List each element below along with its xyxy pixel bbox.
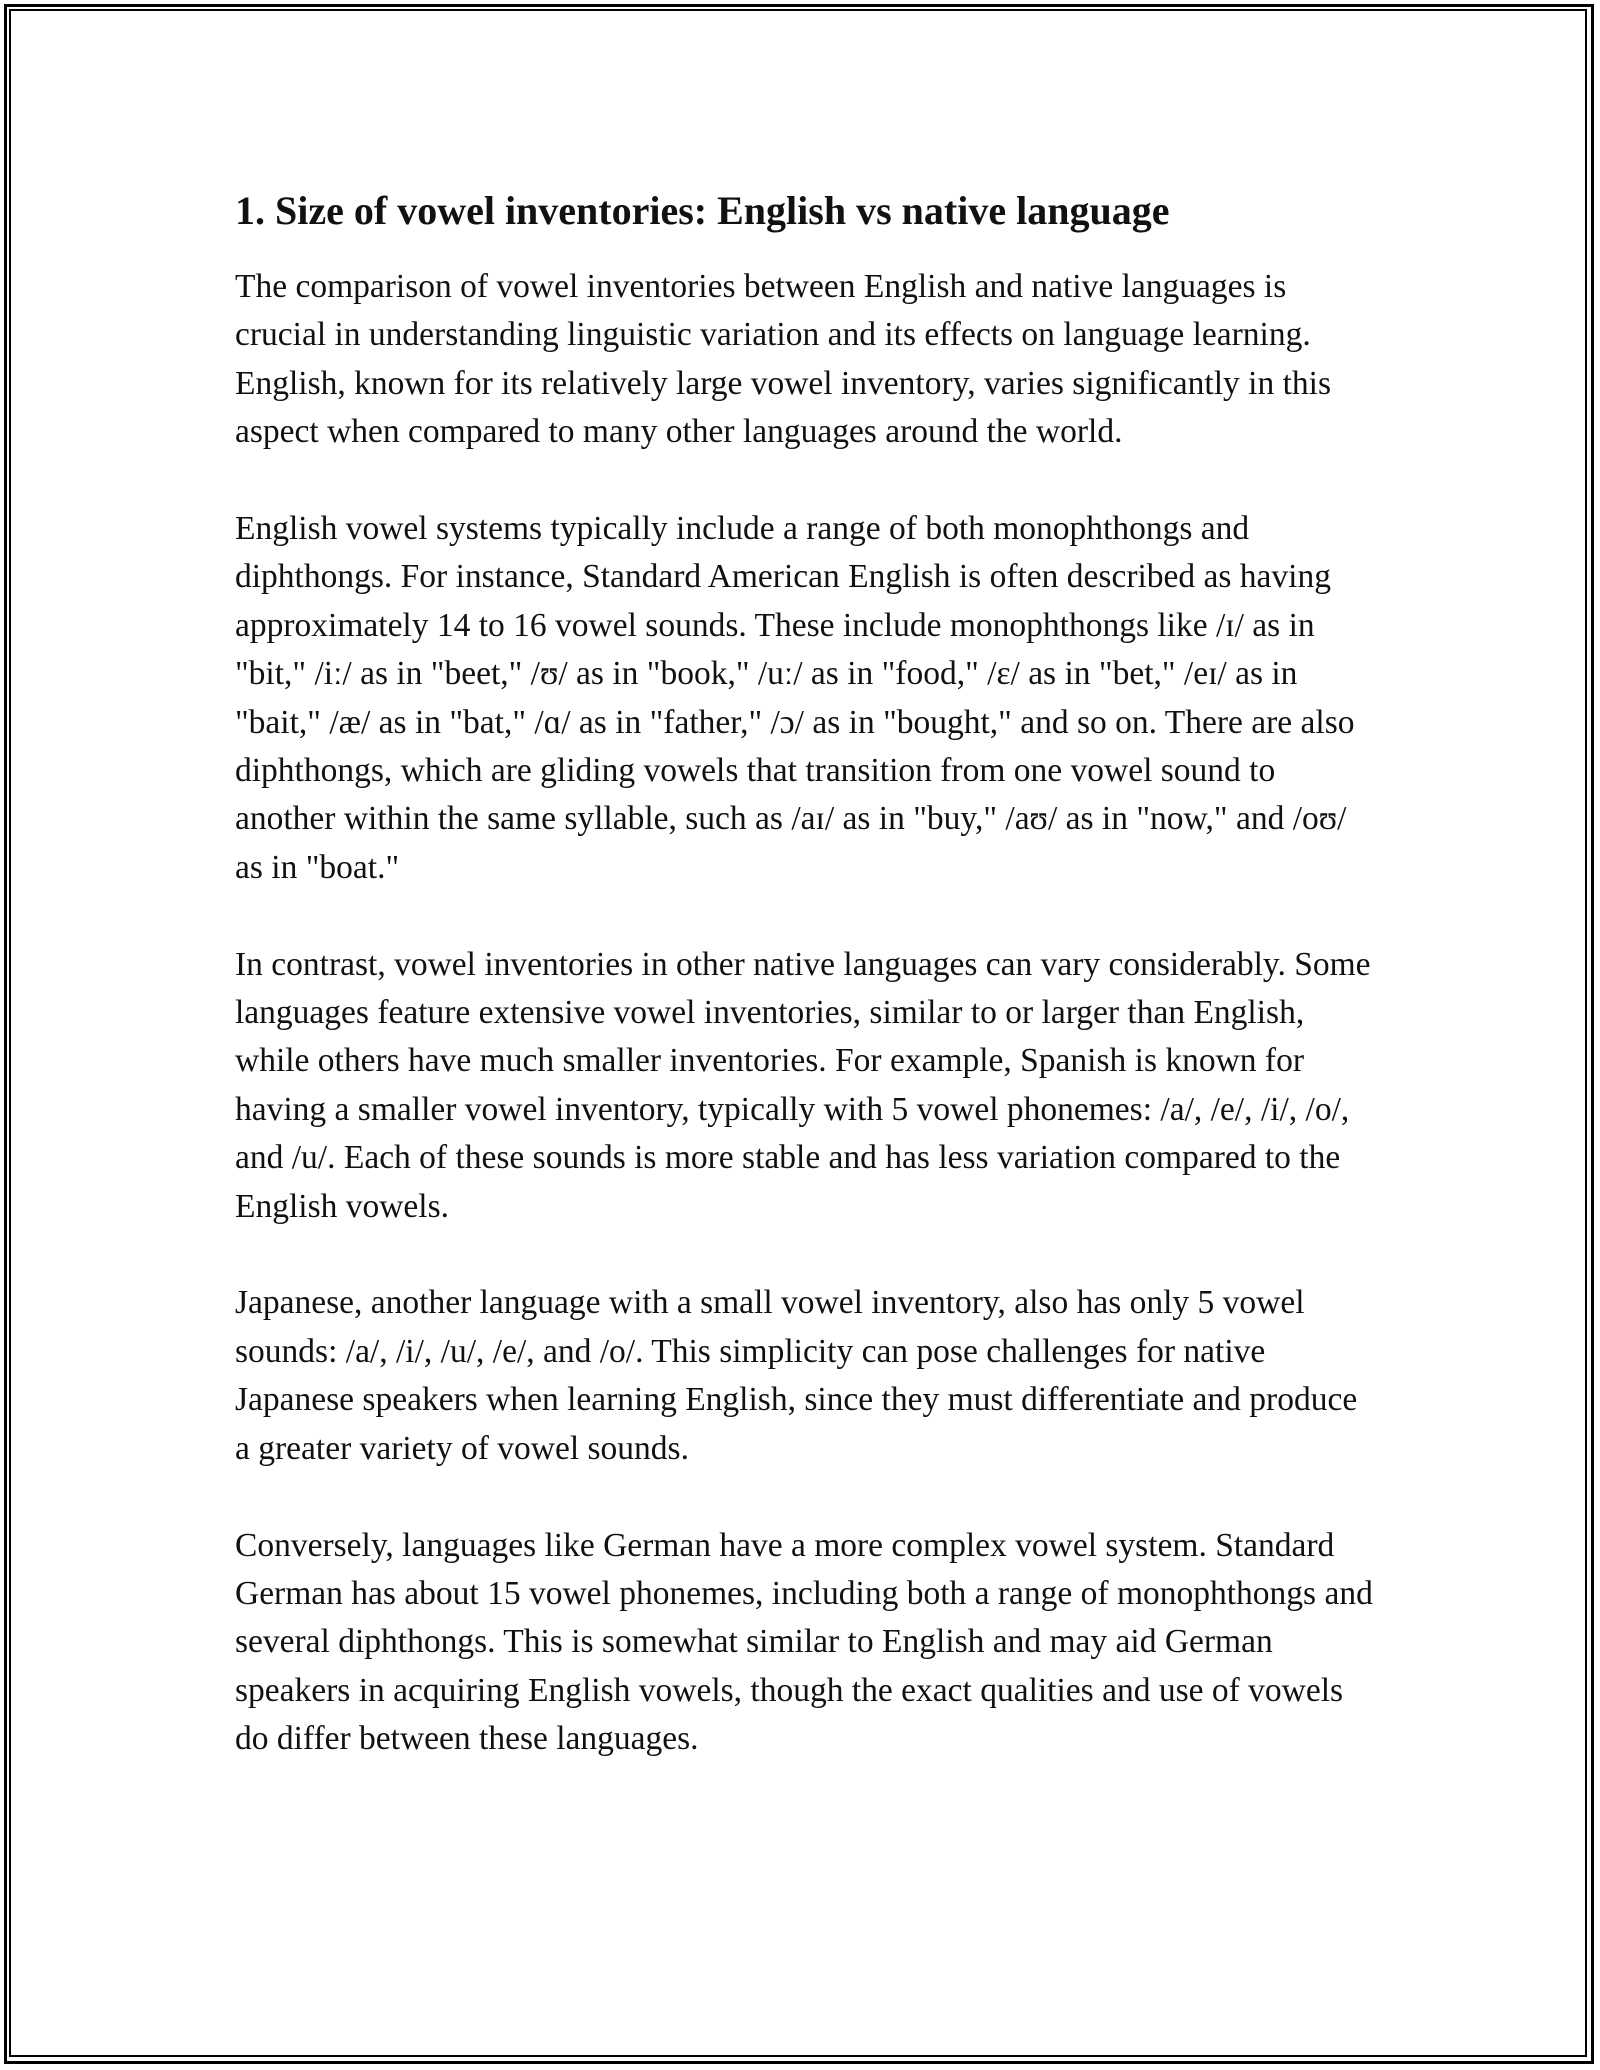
section-heading: 1. Size of vowel inventories: English vs native language xyxy=(235,188,1170,233)
paragraph-intro: The comparison of vowel inventories between English and native languages is crucial in understanding linguistic variation and its effects on language learning. English, known for its relatively large vowel inventory, varies significantly in this aspect when compared to many other languages around the world. xyxy=(235,268,1331,451)
paragraph-japanese: Japanese, another language with a small vowel inventory, also has only 5 vowel sounds: /a/, /i/, /u/, /e/, and /o/. This simplicity can pose challenges for native Japanese speakers when learning English, since they must differentiate and produce a greater variety of vowel sounds. xyxy=(235,1284,1358,1467)
paragraph-german: Conversely, languages like German have a more complex vowel system. Standard German has about 15 vowel phonemes, including both a range of monophthongs and several diphthongs. This is somewhat similar to English and may aid German speakers in acquiring English vowels, though the exact qualities and use of vowels do differ between these languages. xyxy=(235,1526,1373,1758)
paragraph-english-vowels: English vowel systems typically include a range of both monophthongs and diphthongs. For instance, Standard American English is often described as having approximately 14 to 16 vowel sounds. These include monophthongs like /ɪ/ as in "bit," /iː/ as in "beet," /ʊ/ as in "book," /uː/ as in "food," /ɛ/ as in "bet," /eɪ/ as in "bait," /æ/ as in "bat," /ɑ/ as in "father," /ɔ/ as in "bought," and so on. There are also diphthongs, which are gliding vowels that transition from one vowel sound to another within the same syllable, such as /aɪ/ as in "buy," /aʊ/ as in "now," and /oʊ/ as in "boat." xyxy=(235,510,1355,886)
document-body xyxy=(235,185,1375,1812)
paragraph-contrast-spanish: In contrast, vowel inventories in other native languages can vary considerably. Some languages feature extensive vowel inventories, similar to or larger than English, while others have much smaller inventories. For example, Spanish is known for having a smaller vowel inventory, typically with 5 vowel phonemes: /a/, /e/, /i/, /o/, and /u/. Each of these sounds is more stable and has less variation compared to the English vowels. xyxy=(235,945,1371,1225)
